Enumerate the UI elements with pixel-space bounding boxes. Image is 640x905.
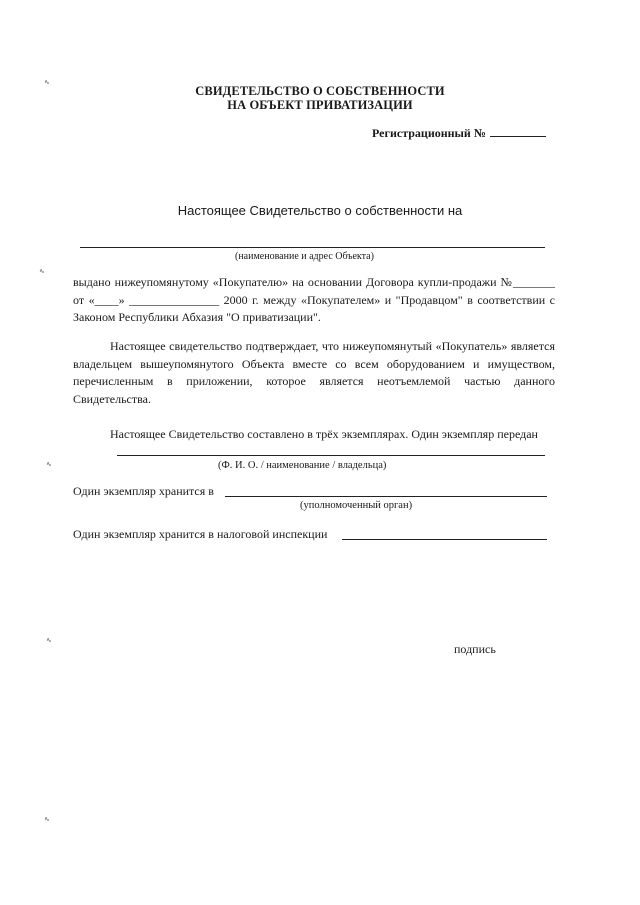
registration-number bbox=[372, 126, 546, 141]
scan-speck bbox=[46, 461, 52, 467]
certificate-subtitle: Настоящее Свидетельство о собственности на bbox=[177, 203, 463, 218]
document-title-line1: СВИДЕТЕЛЬСТВО О СОБСТВЕННОСТИ bbox=[195, 84, 445, 98]
authority-caption: (уполномоченный орган) bbox=[300, 500, 413, 511]
scan-speck bbox=[44, 816, 50, 822]
paragraph-copies bbox=[73, 426, 555, 444]
scan-speck bbox=[46, 637, 52, 643]
registration-label: Регистрационный № bbox=[372, 126, 486, 140]
paragraph-ownership: Настоящее свидетельство подтверждает, что нижеупомянутый «Покупатель» является владельцем вышеупомянутого Объекта вместе со всем оборудованием и имуществом, перечисленным в приложении, которое является неотъемлемой частью данного Свидетельства. bbox=[73, 339, 555, 406]
document-title-line2: НА ОБЪЕКТ ПРИВАТИЗАЦИИ bbox=[227, 98, 413, 112]
tax-blank-line bbox=[342, 539, 547, 540]
copy3-label: Один экземпляр хранится в налоговой инспекции bbox=[73, 527, 328, 541]
signature-label: подпись bbox=[454, 642, 496, 656]
paragraph-copies-text: Настоящее Свидетельство составлено в трёх экземплярах. Один экземпляр передан bbox=[110, 427, 538, 441]
paragraph-issued: выдано нижеупомянутому «Покупателю» на основании Договора купли-продажи №_______ от «____» _______________ 2000 г. между «Покупателем» и "Продавцом" в соответствии с Законом Республики Абхазия "О приватизации". bbox=[73, 275, 555, 324]
object-caption: (наименование и адрес Объекта) bbox=[235, 251, 374, 262]
scan-speck bbox=[39, 268, 45, 274]
authority-blank-line bbox=[225, 496, 547, 497]
holder-caption: (Ф. И. О. / наименование / владельца) bbox=[218, 460, 387, 471]
copy2-label: Один экземпляр хранится в bbox=[73, 484, 214, 498]
scan-speck bbox=[44, 79, 50, 85]
holder-blank-line bbox=[117, 455, 545, 456]
registration-blank bbox=[490, 126, 546, 137]
object-blank-line bbox=[80, 247, 545, 248]
